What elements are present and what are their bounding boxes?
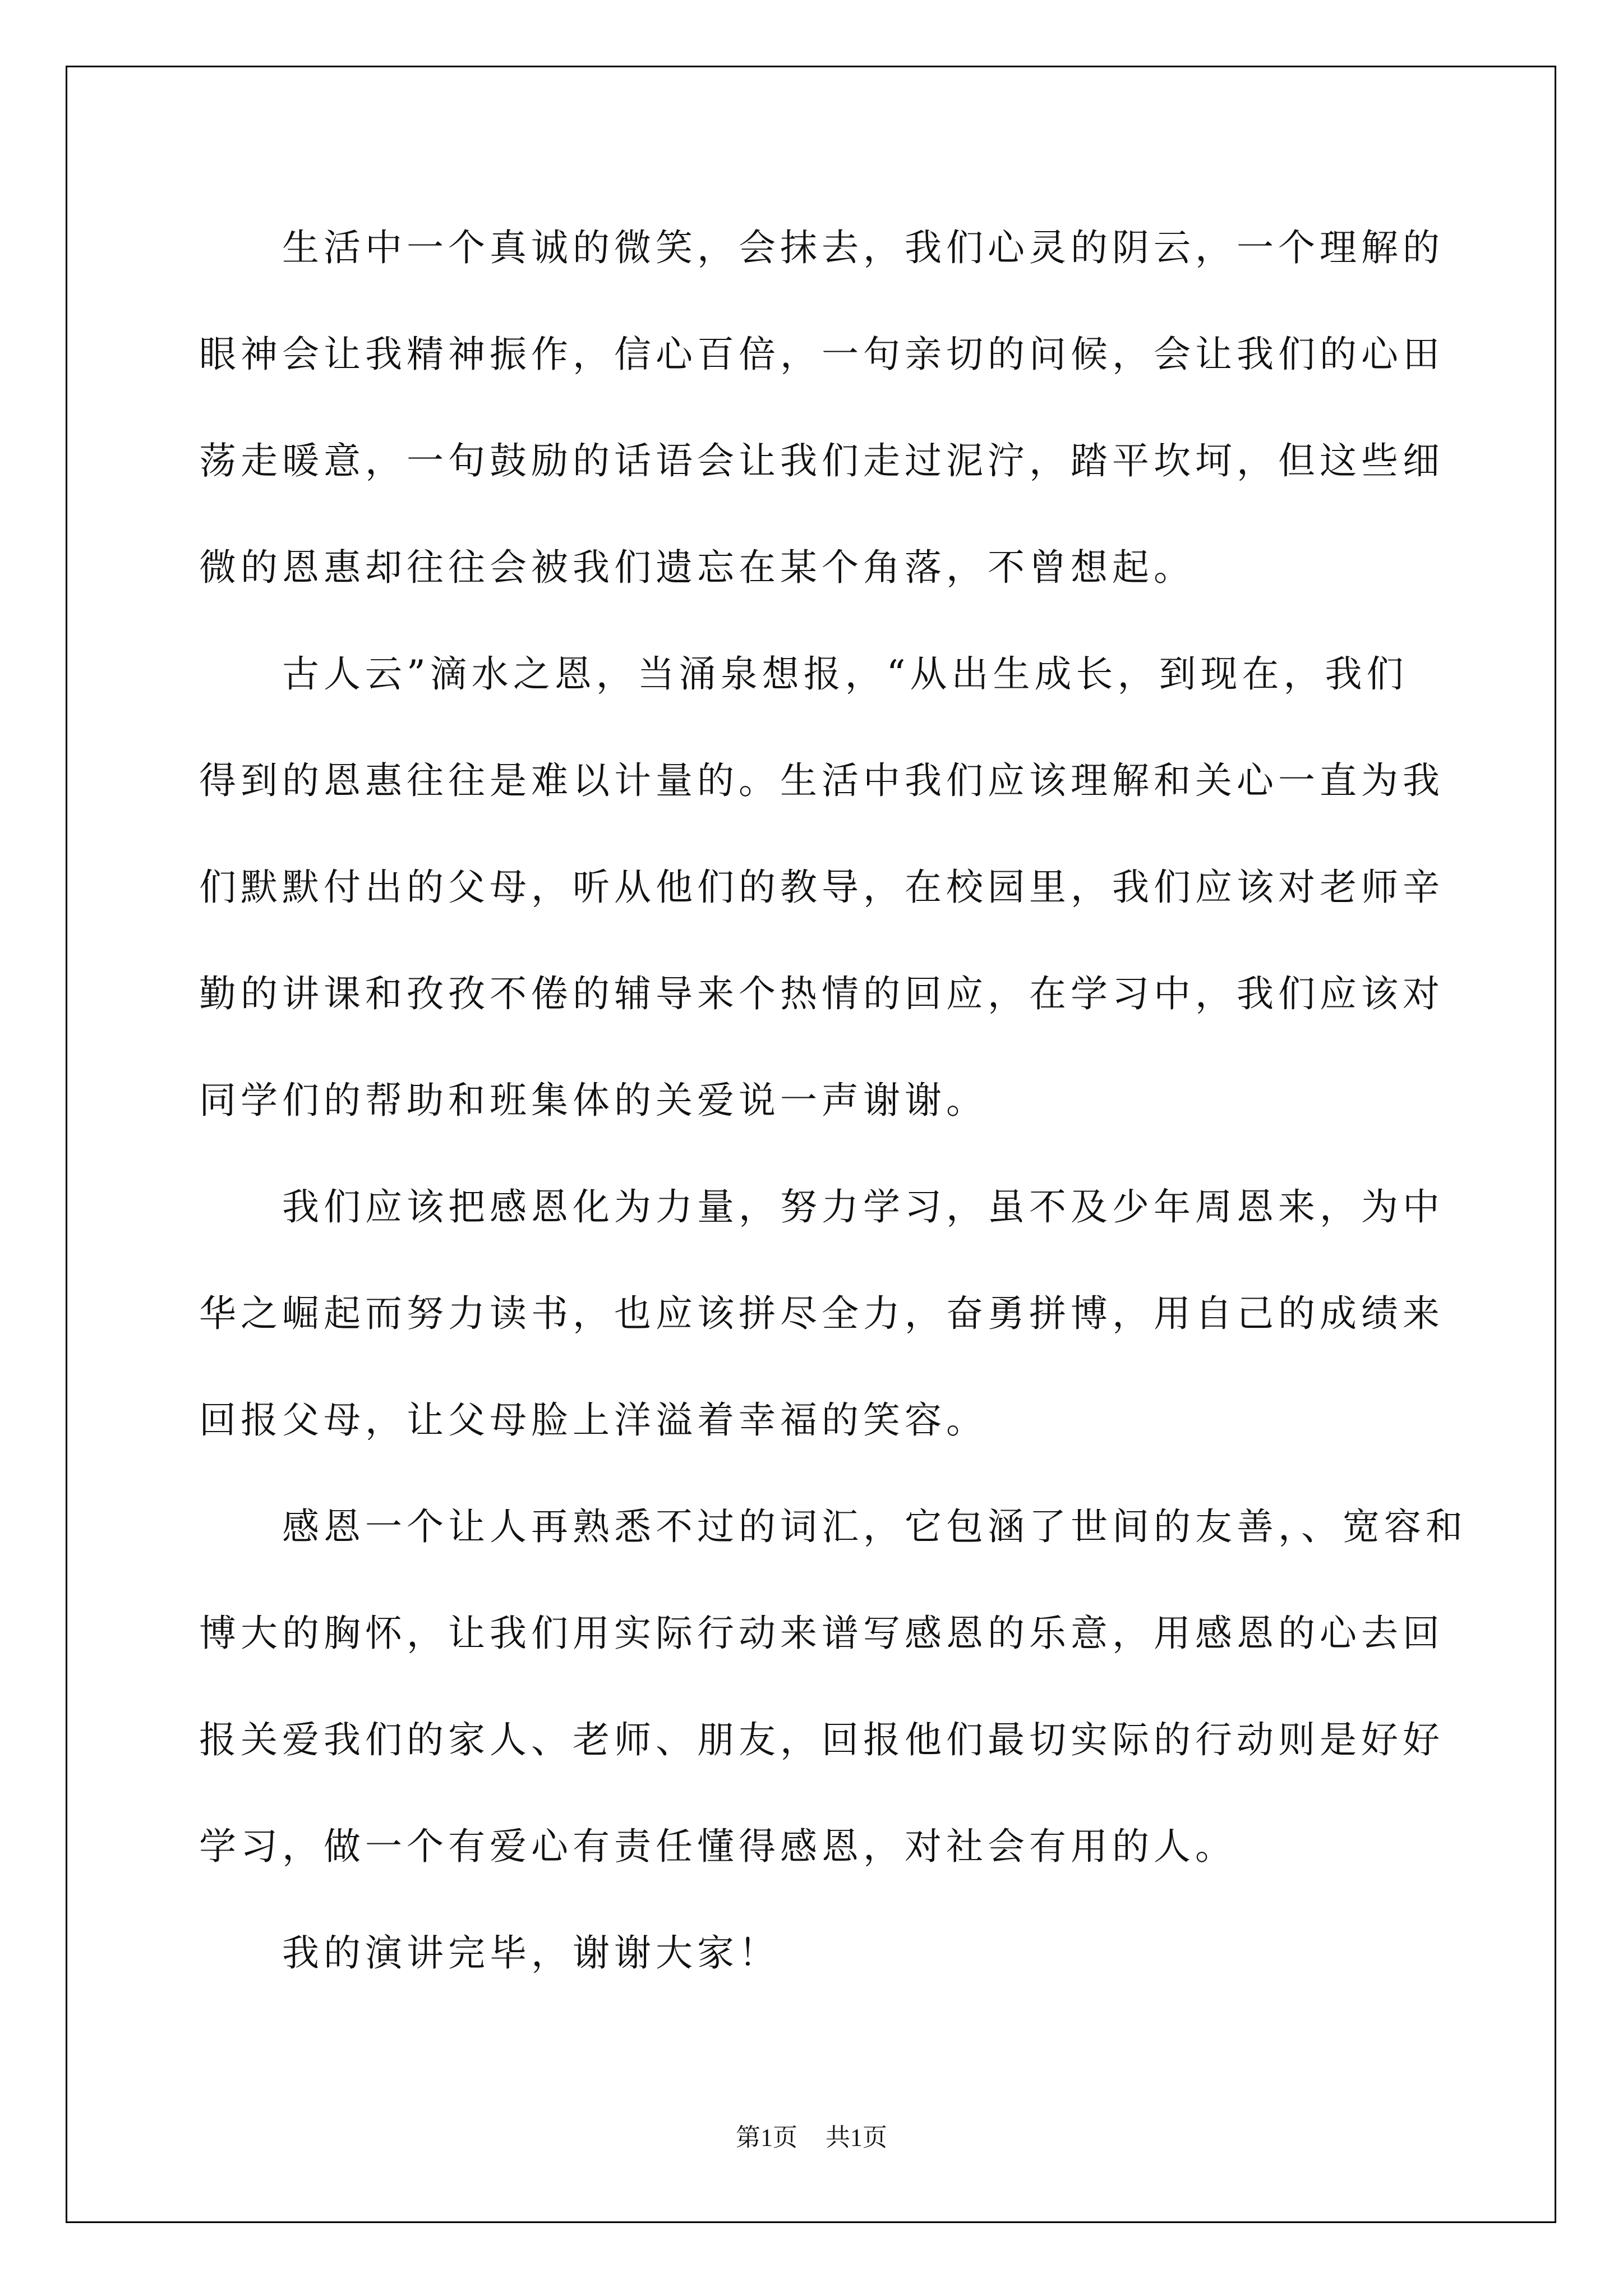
text-line: 微的恩惠却往往会被我们遗忘在某个角落，不曾想起。 [199,546,1195,589]
page-total: 共1页 [826,2124,887,2151]
text-line: 学习，做一个有爱心有责任懂得感恩，对社会有用的人。 [199,1825,1237,1868]
text-line: 同学们的帮助和班集体的关爱说一声谢谢。 [199,1079,988,1122]
text-line: 眼神会让我精神振作，信心百倍，一句亲切的问候，会让我们的心田 [199,333,1444,376]
text-line: 们默默付出的父母，听从他们的教导，在校园里，我们应该对老师辛 [199,866,1444,909]
page-footer [0,2121,1623,2155]
text-line: 回报父母，让父母脸上洋溢着幸福的笑容。 [199,1398,988,1442]
text-line: 博大的胸怀，让我们用实际行动来谱写感恩的乐意，用感恩的心去回 [199,1612,1444,1655]
text-line: 荡走暖意，一句鼓励的话语会让我们走过泥泞，踏平坎坷，但这些细 [199,439,1444,482]
text-line: 感恩一个让人再熟悉不过的词汇，它包涵了世间的友善，、宽容和 [199,1505,1467,1548]
text-line: 我的演讲完毕，谢谢大家！ [199,1931,780,1975]
text-line: 勤的讲课和孜孜不倦的辅导来个热情的回应，在学习中，我们应该对 [199,972,1444,1015]
text-line: 得到的恩惠往往是难以计量的。生活中我们应该理解和关心一直为我 [199,759,1444,802]
text-line: 我们应该把感恩化为力量，努力学习，虽不及少年周恩来，为中 [199,1185,1444,1228]
text-line: 古人云”滴水之恩，当涌泉想报，“从出生成长，到现在，我们 [199,652,1408,696]
page-border [66,66,1556,2223]
page-number: 第1页 [736,2124,797,2151]
text-line: 生活中一个真诚的微笑，会抹去，我们心灵的阴云，一个理解的 [199,226,1444,269]
text-line: 报关爱我们的家人、老师、朋友，回报他们最切实际的行动则是好好 [199,1718,1444,1761]
text-line: 华之崛起而努力读书，也应该拼尽全力，奋勇拼博，用自己的成绩来 [199,1292,1444,1335]
